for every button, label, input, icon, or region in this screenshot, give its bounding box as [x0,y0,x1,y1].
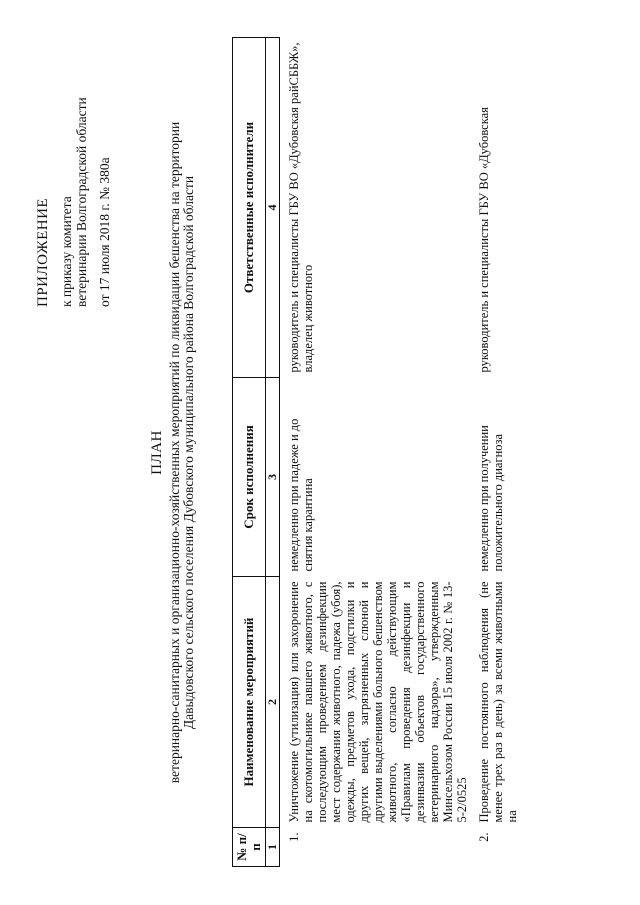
row-term: немедленно при падеже и до снятия карантина [287,418,315,572]
column-number-3: 3 [266,378,280,577]
row-number: 2. [477,832,491,842]
plan-heading [150,20,196,885]
table-header-row [233,38,266,867]
row-responsible: руководитель и специалисты ГБУ ВО «Дубовская [477,107,491,373]
row-action: Проведение постоянного наблюдения (не менее трех раз в день) за всеми животными на [477,581,519,823]
row-responsible: руководитель и специалисты ГБУ ВО «Дубовская райСББЖ», владелец животного [287,42,315,373]
header-responsible: Ответственные исполнители [233,38,266,378]
plan-title: ПЛАН [149,430,165,475]
appendix-title: ПРИЛОЖЕНИЕ [35,197,51,307]
plan-table [232,37,520,867]
appendix-block [36,27,112,307]
appendix-order: от 17 июля 2018 г. № 380а [97,157,112,307]
header-action: Наименование мероприятий [233,577,266,828]
row-number: 1. [287,832,301,842]
table-column-numbers-row [266,38,280,867]
plan-subtitle-line-2: Давыдовского сельского поселения Дубовского муниципального района Волгоградской области [181,175,196,730]
column-number-2: 2 [266,577,280,828]
row-term: немедленно при получении положительного диагноза [477,425,505,572]
plan-subtitle-line-1: ветеринарно-санитарных и организационно-хозяйственных мероприятий по ликвидации бешенства на территории [167,121,182,784]
table-row [280,38,471,867]
table-row [470,38,520,867]
column-number-4: 4 [266,38,280,378]
appendix-line-2: ветеринарии Волгоградской области [74,97,89,307]
header-number: № п/п [233,828,266,867]
column-number-1: 1 [266,828,280,867]
row-action: Уничтожение (утилизация) или захоронение на скотомогильнике павшего животного, с последующим проведением дезинфекции мест содержания животного, падежа (убоя), одежды, предметов ухода, подстилки и других вещей, загрязненных слюной и другими выделениями больного бешенством животного, согласно действующим «Правилам проведения дезинфекции и дезинвазии объектов государственного ветеринарного надзора», утвержденным Минсельхозом России 15 июля 2002 г. № 13-5-2/0525 [287,581,469,823]
header-term: Срок исполнения [233,378,266,577]
appendix-line-1: к приказу комитета [59,196,74,307]
